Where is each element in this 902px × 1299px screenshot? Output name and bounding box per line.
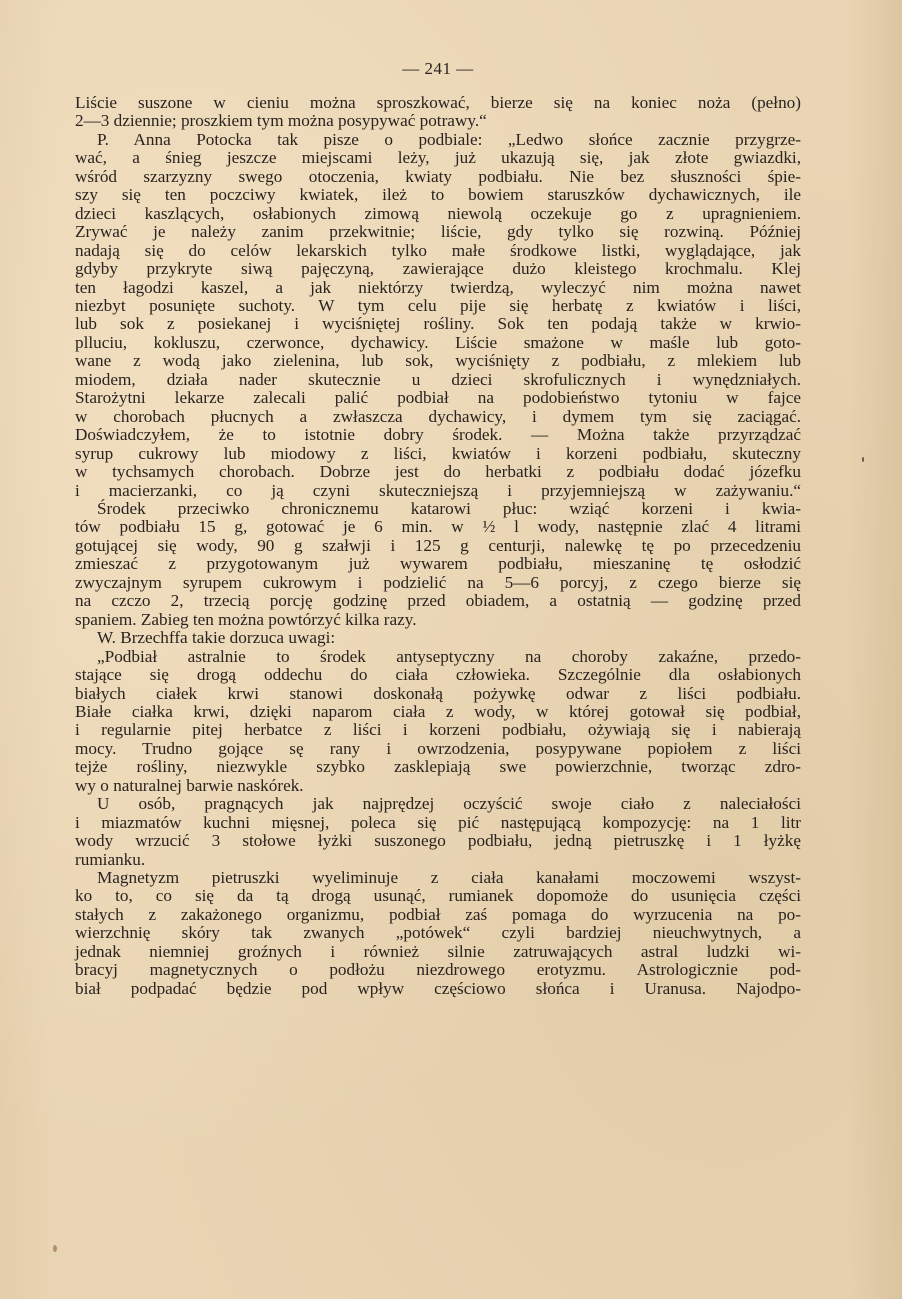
- text-line-content: białych ciałek krwi stanowi doskonałą pożywkę odwar z liści podbiału.: [75, 683, 801, 703]
- text-line: [75, 703, 801, 721]
- text-line: [75, 352, 801, 370]
- text-line-content: „Podbiał astralnie to środek antyseptyczny na choroby zakaźne, przedo-: [97, 646, 801, 666]
- text-line: [75, 980, 801, 998]
- text-line: [75, 537, 801, 555]
- text-line: [75, 758, 801, 776]
- text-line-content: tów podbiału 15 g, gotować je 6 min. w ½ l wody, następnie zlać 4 litrami: [75, 517, 801, 537]
- text-line-content: mocy. Trudno gojące sę rany i owrzodzenia, posypywane popiołem z liści: [75, 738, 801, 758]
- text-line-content: wy o naturalnej barwie naskórek.: [75, 775, 304, 795]
- text-line-content: Magnetyzm pietruszki wyeliminuje z ciała kanałami moczowemi wszyst-: [97, 868, 801, 888]
- text-line-content: Zrywać je należy zanim przekwitnie; liście, gdy tylko się rozwiną. Później: [75, 222, 801, 242]
- text-line: [75, 924, 801, 942]
- text-line: [75, 112, 801, 130]
- text-line-content: i regularnie pitej herbatce z liści i korzeni podbiału, ożywiają się i nabierają: [75, 720, 801, 740]
- text-line-content: wśród szarzyzny swego otoczenia, kwiaty podbiału. Nie bez słuszności śpie-: [75, 166, 801, 186]
- text-line: [75, 555, 801, 573]
- text-line: [75, 943, 801, 961]
- text-line: [75, 648, 801, 666]
- text-line-content: lub sok z posiekanej i wyciśniętej rośliny. Sok ten podają także w krwio-: [75, 314, 801, 334]
- body-text: [75, 94, 801, 998]
- text-line: [75, 592, 801, 610]
- text-line: [75, 482, 801, 500]
- text-line-content: tejże rośliny, niezwykle szybko zasklepiają swe powierzchnie, tworząc zdro-: [75, 757, 801, 777]
- text-line: [75, 721, 801, 739]
- text-line-content: gotującej się wody, 90 g szałwji i 125 g centurji, nalewkę tę po przecedzeniu: [75, 535, 801, 555]
- text-line-content: zmieszać z przygotowanym już wywarem podbiału, mieszaninę tę osłodzić: [75, 554, 801, 574]
- text-line: [75, 463, 801, 481]
- text-line-content: dzieci kaszlących, osłabionych zimową niewolą oczekuje go z upragnieniem.: [75, 203, 801, 223]
- text-line: [75, 574, 801, 592]
- paper-stain: [53, 1245, 57, 1252]
- text-line-content: wać, a śnieg jeszcze miejscami leży, już ukazują się, jak złote gwiazdki,: [75, 148, 801, 168]
- text-line-content: rumianku.: [75, 849, 146, 869]
- text-line: [75, 279, 801, 297]
- text-line: [75, 260, 801, 278]
- paper-speck: [862, 457, 864, 462]
- text-line: [75, 315, 801, 333]
- text-line: [75, 223, 801, 241]
- text-line: [75, 740, 801, 758]
- text-line-content: Starożytni lekarze zalecali palić podbiał na podobieństwo tytoniu w fajce: [75, 388, 801, 408]
- text-line-content: i miazmatów kuchni mięsnej, poleca się pić następującą kompozycję: na 1 litr: [75, 812, 801, 832]
- text-line: [75, 611, 801, 629]
- text-line: [75, 685, 801, 703]
- text-line-content: U osób, pragnących jak najprędzej oczyścić swoje ciało z naleciałości: [97, 794, 801, 814]
- text-line-content: syrup cukrowy lub miodowy z liści, kwiatów i korzeni podbiału, skuteczny: [75, 443, 801, 463]
- text-line-content: 2—3 dziennie; proszkiem tym można posypywać potrawy.“: [75, 111, 487, 131]
- text-line: [75, 869, 801, 887]
- text-line: [75, 242, 801, 260]
- text-line-content: Środek przeciwko chronicznemu katarowi płuc: wziąć korzeni i kwia-: [97, 498, 801, 518]
- text-line-content: ko to, co się da tą drogą usunąć, rumianek dopomoże do usunięcia części: [75, 886, 801, 906]
- text-line-content: Doświadczyłem, że to istotnie dobry środek. — Można także przyrządzać: [75, 425, 801, 445]
- text-line: [75, 518, 801, 536]
- text-line: [75, 851, 801, 869]
- text-line-content: wody wrzucić 3 stołowe łyżki suszonego podbiału, jedną pietruszkę i 1 łyżkę: [75, 831, 801, 851]
- text-line-content: plluciu, kokluszu, czerwonce, dychawicy. Liście smażone w maśle lub goto-: [75, 332, 801, 352]
- text-line-content: w chorobach płucnych a zwłaszcza dychawicy, i dymem tym się zaciągać.: [75, 406, 801, 426]
- book-page: [75, 58, 801, 998]
- text-line-content: w tychsamych chorobach. Dobrze jest do herbatki z podbiału dodać józefku: [75, 462, 801, 482]
- text-line-content: niezbyt posunięte suchoty. W tym celu pije się herbatę z kwiatów i liści,: [75, 295, 801, 315]
- text-line: [75, 961, 801, 979]
- text-line: [75, 297, 801, 315]
- text-line-content: gdyby przykryte siwą pajęczyną, zawierające dużo kleistego krochmalu. Klej: [75, 259, 801, 279]
- text-line-content: i macierzanki, co ją czyni skuteczniejszą i przyjemniejszą w zażywaniu.“: [75, 480, 801, 500]
- text-line: [75, 666, 801, 684]
- text-line: [75, 832, 801, 850]
- text-line: [75, 445, 801, 463]
- text-line-content: stałych z zakażonego organizmu, podbiał zaś pomaga do wyrzucenia na po-: [75, 904, 801, 924]
- text-line: [75, 168, 801, 186]
- text-line: [75, 814, 801, 832]
- text-line-content: stające się drogą oddechu do ciała człowieka. Szczególnie dla osłabionych: [75, 665, 801, 685]
- text-line-content: bracyj magnetycznych o podłożu niezdrowego erotyzmu. Astrologicznie pod-: [75, 960, 801, 980]
- text-line-content: zwyczajnym syrupem cukrowym i podzielić na 5—6 porcyj, z czego bierze się: [75, 572, 801, 592]
- text-line-content: nadają się do celów lekarskich tylko małe środkowe listki, wyglądające, jak: [75, 240, 801, 260]
- text-line: [75, 186, 801, 204]
- text-line: [75, 887, 801, 905]
- text-line: [75, 94, 801, 112]
- text-line-content: W. Brzechffa takie dorzuca uwagi:: [97, 628, 336, 648]
- text-line: [75, 389, 801, 407]
- text-line-content: jednak niemniej groźnych i również silnie zatruwających astral ludzki wi-: [75, 941, 801, 961]
- text-line-content: P. Anna Potocka tak pisze o podbiale: „Ledwo słońce zacznie przygrze-: [97, 129, 801, 149]
- text-line: [75, 426, 801, 444]
- text-line: [75, 205, 801, 223]
- text-line-content: Liście suszone w cieniu można sproszkować, bierze się na koniec noża (pełno): [75, 93, 801, 112]
- text-line-content: wane z wodą jako zielenina, lub sok, wyciśnięty z podbiału, z mlekiem lub: [75, 351, 801, 371]
- text-line: [75, 500, 801, 518]
- text-line-content: na czczo 2, trzecią porcję godzinę przed obiadem, a ostatnią — godzinę przed: [75, 591, 801, 611]
- text-line-content: wierzchnię skóry tak zwanych „potówek“ czyli bardziej nieuchwytnych, a: [75, 923, 801, 943]
- text-line: [75, 408, 801, 426]
- text-line: [75, 149, 801, 167]
- text-line: [75, 629, 801, 647]
- text-line: [75, 795, 801, 813]
- text-line-content: Białe ciałka krwi, dzięki naparom ciała z wody, w której gotował się podbiał,: [75, 701, 801, 721]
- text-line: [75, 906, 801, 924]
- text-line-content: szy się ten poczciwy kwiatek, ileż to bowiem staruszków dychawicznych, ile: [75, 185, 801, 205]
- text-line: [75, 131, 801, 149]
- text-line: [75, 777, 801, 795]
- text-line: [75, 371, 801, 389]
- text-line: [75, 334, 801, 352]
- page-number: — 241 —: [402, 59, 474, 78]
- text-line-content: miodem, działa nader skutecznie u dzieci skrofulicznych i wynędzniałych.: [75, 369, 801, 389]
- text-line-content: spaniem. Zabieg ten można powtórzyć kilka razy.: [75, 609, 417, 629]
- text-line-content: ten łagodzi kaszel, a jak niektórzy twierdzą, wyleczyć nim można nawet: [75, 277, 801, 297]
- text-line-content: biał podpadać będzie pod wpływ częściowo słońca i Uranusa. Najodpo-: [75, 978, 801, 998]
